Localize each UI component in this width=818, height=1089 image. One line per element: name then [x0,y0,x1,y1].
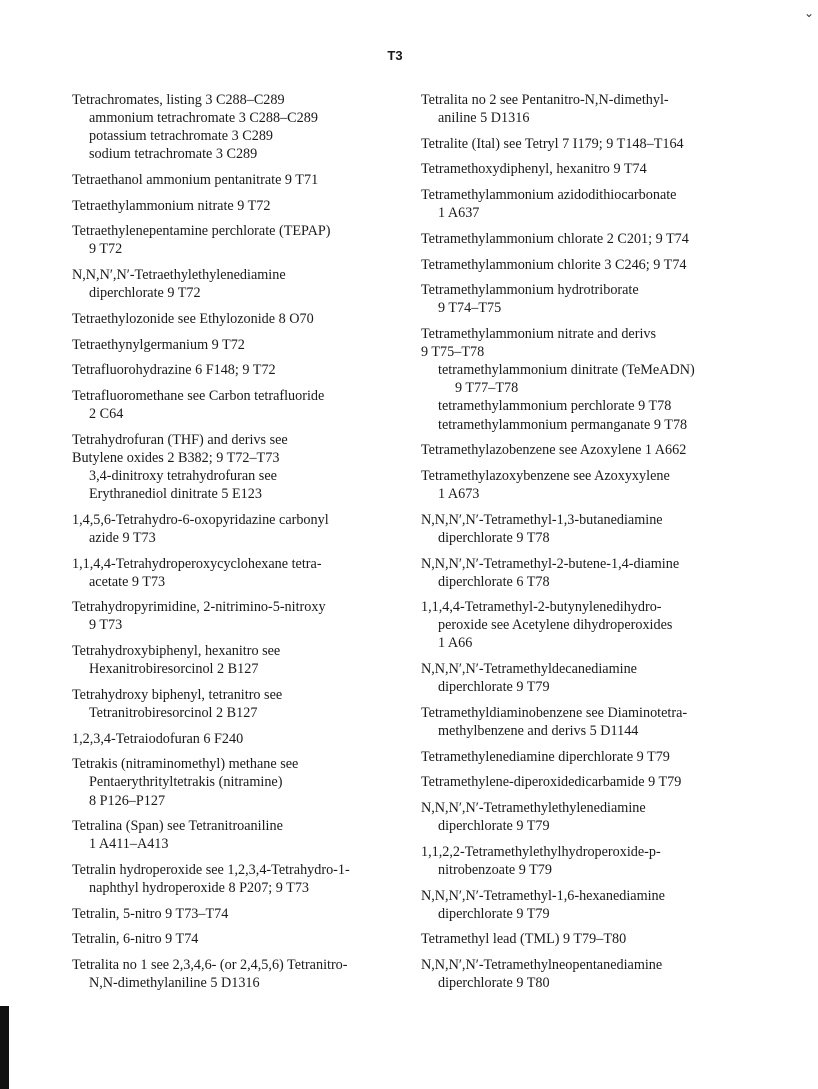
index-entry [421,467,766,503]
index-entry-heading: Tetramethylazoxybenzene see Azoxyxylene [421,467,670,484]
index-entry [72,310,417,328]
index-entry-heading: N,N,N′,N′-Tetraethylethylenediamine [72,267,286,284]
index-entry-heading: Tetralita no 2 see Pentanitro-N,N-dimethyl- [421,92,669,108]
index-entry [421,799,766,835]
index-entry [72,555,417,591]
index-entry-subline: 3,4-dinitroxy tetrahydrofuran see [89,467,277,484]
index-entry-heading: Tetraethanol ammonium pentanitrate 9 T71 [72,171,319,188]
index-entry-heading: Tetrafluorohydrazine 6 F148; 9 T72 [72,362,276,379]
index-entry [421,511,766,547]
index-entry-heading: Tetraethylozonide see Ethylozonide 8 O70 [72,310,314,327]
index-entry [72,336,417,354]
index-entry-subline: azide 9 T73 [89,529,156,546]
index-entry-heading: Tetrahydroxy biphenyl, tetranitro see [72,686,283,703]
index-entry-subline: naphthyl hydroperoxide 8 P207; 9 T73 [89,880,310,897]
index-entry-heading: 1,1,4,4-Tetrahydroperoxycyclohexane tetra- [72,555,322,572]
index-entry-subline: Butylene oxides 2 B382; 9 T72–T73 [72,449,280,466]
index-entry-subline: 9 T75–T78 [421,344,485,361]
index-entry-heading: Tetralina (Span) see Tetranitroaniline [72,818,283,835]
index-entry [421,186,766,222]
index-entry-heading: Tetrafluoromethane see Carbon tetrafluoride [72,387,325,404]
index-entry-subline: N,N-dimethylaniline 5 D1316 [89,975,260,992]
index-entry-subline: potassium tetrachromate 3 C289 [89,128,274,145]
index-entry-heading: Tetramethylammonium chlorate 2 C201; 9 T74 [421,230,689,247]
index-entry-subline: tetramethylammonium permanganate 9 T78 [438,416,688,433]
index-entry-subline: 9 T77–T78 [455,380,519,397]
index-entry-heading: Tetralin, 6-nitro 9 T74 [72,931,199,948]
index-entry-heading: Tetralite (Ital) see Tetryl 7 I179; 9 T148–T164 [421,135,684,152]
index-entry-heading: Tetraethynylgermanium 9 T72 [72,336,245,353]
index-entry [421,160,766,178]
corner-tick-mark: ⌄ [804,6,815,20]
index-entry-subline: diperchlorate 9 T72 [89,285,201,302]
index-entry-subline: 8 P126–P127 [89,792,166,809]
index-entry-heading: Tetrachromates, listing 3 C288–C289 [72,92,285,108]
index-entry-subline: 9 T73 [89,617,123,634]
index-entry-heading: 1,1,4,4-Tetramethyl-2-butynylenedihydro- [421,599,662,616]
index-entry-heading: Tetramethylazobenzene see Azoxylene 1 A662 [421,442,687,459]
index-entry [421,256,766,274]
index-entry-subline: diperchlorate 9 T79 [438,818,550,835]
index-entry-subline: Tetranitrobiresorcinol 2 B127 [89,704,258,721]
index-entry-subline: diperchlorate 9 T79 [438,905,550,922]
index-entry-heading: 1,4,5,6-Tetrahydro-6-oxopyridazine carbonyl [72,511,329,528]
index-entry-subline: diperchlorate 6 T78 [438,573,550,590]
index-entry [72,905,417,923]
index-entry [421,598,766,652]
index-entry-subline: diperchlorate 9 T80 [438,975,550,992]
index-entry [72,730,417,748]
index-entry-heading: Tetrahydrofuran (THF) and derivs see [72,431,288,448]
index-entry [421,555,766,591]
index-entry-subline: Hexanitrobiresorcinol 2 B127 [89,661,259,678]
index-entry-subline: 2 C64 [89,406,124,423]
index-entry-subline: nitrobenzoate 9 T79 [438,861,552,878]
index-entry-subline: tetramethylammonium perchlorate 9 T78 [438,398,672,415]
index-entry-subline: 1 A673 [438,486,480,503]
index-entry [421,887,766,923]
index-entry-heading: Tetraethylenepentamine perchlorate (TEPAP) [72,223,331,240]
index-entry-heading: N,N,N′,N′-Tetramethylethylenediamine [421,800,646,817]
index-entry-subline: 1 A637 [438,205,480,222]
index-entry-subline: 9 T72 [89,241,123,258]
index-entry [421,135,766,153]
index-entry-subline: diperchlorate 9 T78 [438,529,550,546]
index-entry [72,266,417,302]
index-entry [72,598,417,634]
index-entry-heading: Tetralin, 5-nitro 9 T73–T74 [72,905,229,922]
index-entry-subline: acetate 9 T73 [89,573,166,590]
index-entry [72,361,417,379]
page-header: T3 [387,48,403,63]
index-entry [72,387,417,423]
index-entry [72,817,417,853]
index-entry [421,748,766,766]
index-entry-heading: 1,1,2,2-Tetramethylethylhydroperoxide-p- [421,843,661,860]
index-entry [72,930,417,948]
index-entry-heading: Tetramethylammonium azidodithiocarbonate [421,187,677,204]
index-entry [72,197,417,215]
index-entry-heading: N,N,N′,N′-Tetramethyl-1,6-hexanediamine [421,887,665,904]
index-entry-heading: Tetramethylenediamine diperchlorate 9 T79 [421,748,670,765]
index-entry-heading: N,N,N′,N′-Tetramethyl-2-butene-1,4-diamine [421,555,680,572]
index-entry-subline: tetramethylammonium dinitrate (TeMeADN) [438,362,695,379]
index-entry [421,91,766,127]
index-column-left [72,91,417,1000]
index-entry-heading: Tetramethylammonium hydrotriborate [421,282,639,299]
index-entry-heading: Tetramethylammonium chlorite 3 C246; 9 T74 [421,256,687,273]
index-entry [72,91,417,163]
index-entry-subline: 1 A411–A413 [89,836,169,853]
index-entry [421,281,766,317]
index-entry-subline: 1 A66 [438,635,473,652]
index-entry [421,930,766,948]
index-entry-subline: ammonium tetrachromate 3 C288–C289 [89,110,318,127]
index-entry [421,660,766,696]
index-entry-heading: 1,2,3,4-Tetraiodofuran 6 F240 [72,730,244,747]
index-entry [72,686,417,722]
index-entry-heading: Tetramethylammonium nitrate and derivs [421,326,657,343]
index-entry [72,511,417,547]
index-entry-heading: Tetramethyl lead (TML) 9 T79–T80 [421,931,627,948]
index-entry [421,325,766,434]
index-entry-heading: Tetramethoxydiphenyl, hexanitro 9 T74 [421,161,647,178]
index-entry [421,441,766,459]
index-entry-heading: Tetrahydropyrimidine, 2-nitrimino-5-nitroxy [72,599,326,616]
index-entry-subline: peroxide see Acetylene dihydroperoxides [438,617,673,634]
index-entry-heading: Tetraethylammonium nitrate 9 T72 [72,197,271,214]
index-entry-subline: aniline 5 D1316 [438,110,530,127]
index-entry-heading: Tetramethyldiaminobenzene see Diaminotetra- [421,704,688,721]
index-entry [72,222,417,258]
index-entry-subline: methylbenzene and derivs 5 D1144 [438,723,639,740]
index-entry [72,642,417,678]
scan-edge-bar [0,1006,9,1089]
index-entry [72,431,417,503]
index-entry-heading: Tetramethylene-diperoxidedicarbamide 9 T79 [421,774,682,791]
index-entry [72,755,417,809]
index-entry-heading: Tetralita no 1 see 2,3,4,6- (or 2,4,5,6) Tetranitro- [72,957,348,974]
index-entry [421,704,766,740]
index-entry-heading: Tetrakis (nitraminomethyl) methane see [72,756,299,773]
index-entry [72,861,417,897]
index-entry [72,171,417,189]
index-entry-subline: Erythranediol dinitrate 5 E123 [89,486,262,503]
index-entry-heading: N,N,N′,N′-Tetramethyldecanediamine [421,661,637,678]
index-entry-heading: N,N,N′,N′-Tetramethylneopentanediamine [421,957,663,974]
index-entry-subline: Pentaerythrityltetrakis (nitramine) [89,774,283,791]
index-entry [421,230,766,248]
index-entry-subline: sodium tetrachromate 3 C289 [89,146,258,163]
index-entry [421,773,766,791]
index-entry [72,956,417,992]
index-entry-subline: diperchlorate 9 T79 [438,679,550,696]
index-column-right [421,91,766,1000]
index-entry [421,843,766,879]
index-entry-heading: N,N,N′,N′-Tetramethyl-1,3-butanediamine [421,511,663,528]
index-entry [421,956,766,992]
index-entry-heading: Tetralin hydroperoxide see 1,2,3,4-Tetrahydro-1- [72,861,350,878]
index-entry-heading: Tetrahydroxybiphenyl, hexanitro see [72,643,281,660]
index-entry-subline: 9 T74–T75 [438,300,502,317]
